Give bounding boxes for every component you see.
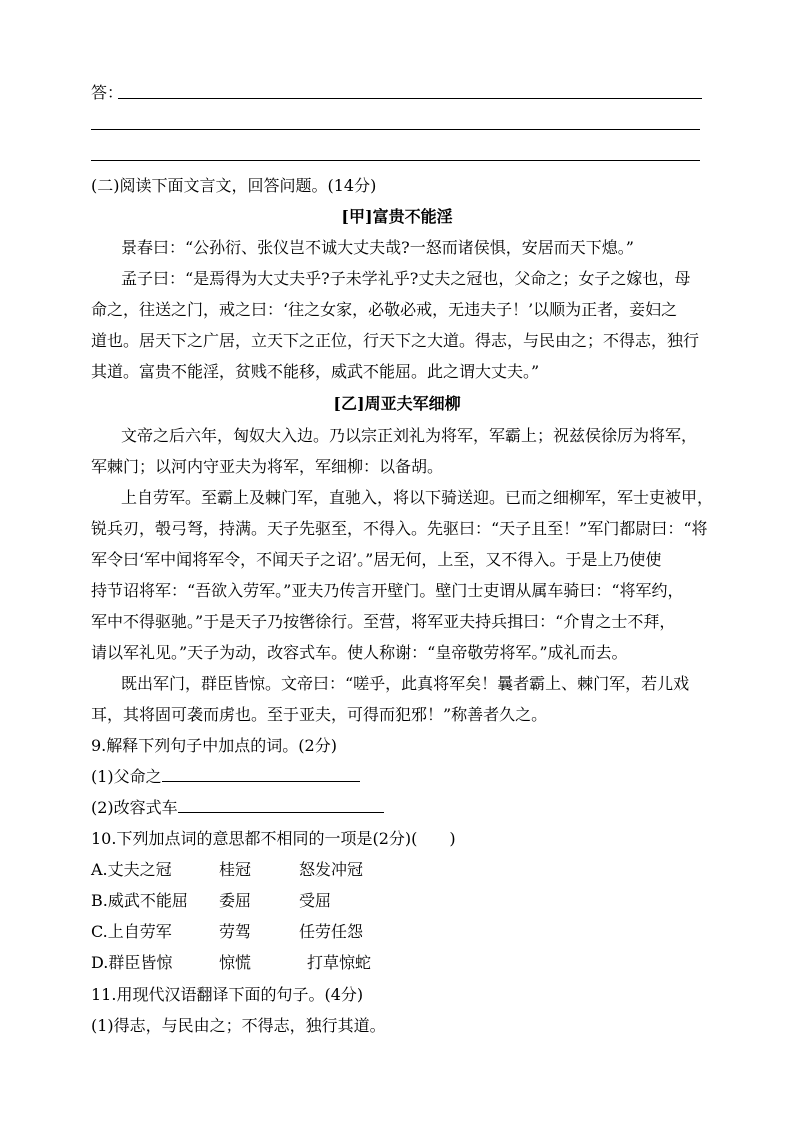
passage-b-line: 军棘门；以河内守亚夫为将军，军细柳：以备胡。 <box>91 457 444 476</box>
answer-line-1[interactable] <box>118 98 702 99</box>
question-9-item-1 <box>91 767 360 787</box>
section-heading: (二)阅读下面文言文，回答问题。(14分) <box>91 176 377 195</box>
passage-b-line: 军令曰‘军中闻将军令，不闻天子之诏’。”居无何，上至，又不得入。于是上乃使使 <box>91 550 662 569</box>
passage-a-title: [甲]富贵不能淫 <box>341 207 453 226</box>
option-c-word-3: 任劳任怨 <box>299 922 364 941</box>
option-d-word-2: 惊慌 <box>219 953 252 972</box>
passage-b-line: 上自劳军。至霸上及棘门军，直驰入，将以下骑送迎。已而之细柳军，军士吏被甲， <box>121 488 714 507</box>
answer-blank[interactable] <box>178 798 384 813</box>
answer-label: 答： <box>91 83 124 102</box>
passage-a-line: 道也。居天下之广居，立天下之正位，行天下之大道。得志，与民由之；不得志，独行 <box>91 331 700 350</box>
option-c-word-2: 劳驾 <box>219 922 252 941</box>
answer-line-2[interactable] <box>91 129 700 130</box>
question-9-item-2 <box>91 798 384 818</box>
option-c-label[interactable]: C.上自劳军 <box>91 922 172 941</box>
passage-b-line: 持节诏将军：“吾欲入劳军。”亚夫乃传言开壁门。壁门士吏谓从属车骑曰：“将军约， <box>91 581 684 600</box>
option-b-word-2: 委屈 <box>219 891 252 910</box>
question-11-stem: 11.用现代汉语翻译下面的句子。(4分) <box>91 985 364 1004</box>
passage-b-title: [乙]周亚夫军细柳 <box>333 394 461 413</box>
answer-line-3[interactable] <box>91 160 700 161</box>
question-9-item-label: (1)父命之 <box>91 767 162 786</box>
option-a-label[interactable]: A.丈夫之冠 <box>91 860 172 879</box>
option-b-word-3: 受屈 <box>299 891 332 910</box>
passage-b-line: 文帝之后六年，匈奴大入边。乃以宗正刘礼为将军，军霸上；祝兹侯徐厉为将军， <box>121 426 698 445</box>
option-d-label[interactable]: D.群臣皆惊 <box>91 953 173 972</box>
passage-a-line: 其道。富贵不能淫，贫贱不能移，威武不能屈。此之谓大丈夫。” <box>91 362 540 381</box>
option-a-word-2: 桂冠 <box>219 860 252 879</box>
question-9-stem: 9.解释下列句子中加点的词。(2分) <box>91 736 337 755</box>
option-b-label[interactable]: B.威武不能屈 <box>91 891 188 910</box>
option-a-word-3: 怒发冲冠 <box>299 860 364 879</box>
passage-a-line: 孟子曰：“是焉得为大丈夫乎?子未学礼乎?丈夫之冠也，父命之；女子之嫁也，母 <box>121 269 691 288</box>
passage-a-line: 命之，往送之门，戒之曰：‘往之女家，必敬必戒，无违夫子！’以顺为正者，妾妇之 <box>91 300 678 319</box>
question-9-item-label: (2)改容式车 <box>91 798 178 817</box>
passage-b-line: 耳，其将固可袭而虏也。至于亚夫，可得而犯邪！”称善者久之。 <box>91 705 548 724</box>
question-10-stem: 10.下列加点词的意思都不相同的一项是(2分)( ) <box>91 829 456 848</box>
answer-blank[interactable] <box>162 767 360 782</box>
passage-b-line: 军中不得驱驰。”于是天子乃按辔徐行。至营，将军亚夫持兵揖曰：“介胄之士不拜， <box>91 612 676 631</box>
passage-b-line: 锐兵刃，彀弓弩，持满。天子先驱至，不得入。先驱曰：“天子且至！”军门都尉曰：“将 <box>91 519 708 538</box>
option-d-word-3: 打草惊蛇 <box>307 953 372 972</box>
passage-a-line: 景春曰：“公孙衍、张仪岂不诚大丈夫哉?一怒而诸侯惧，安居而天下熄。” <box>121 238 634 257</box>
passage-b-line: 既出军门，群臣皆惊。文帝曰：“嗟乎，此真将军矣！曩者霸上、棘门军，若儿戏 <box>121 674 690 693</box>
passage-b-line: 请以军礼见。”天子为动，改容式车。使人称谢：“皇帝敬劳将军。”成礼而去。 <box>91 643 628 662</box>
question-11-item-1: (1)得志，与民由之；不得志，独行其道。 <box>91 1016 386 1035</box>
